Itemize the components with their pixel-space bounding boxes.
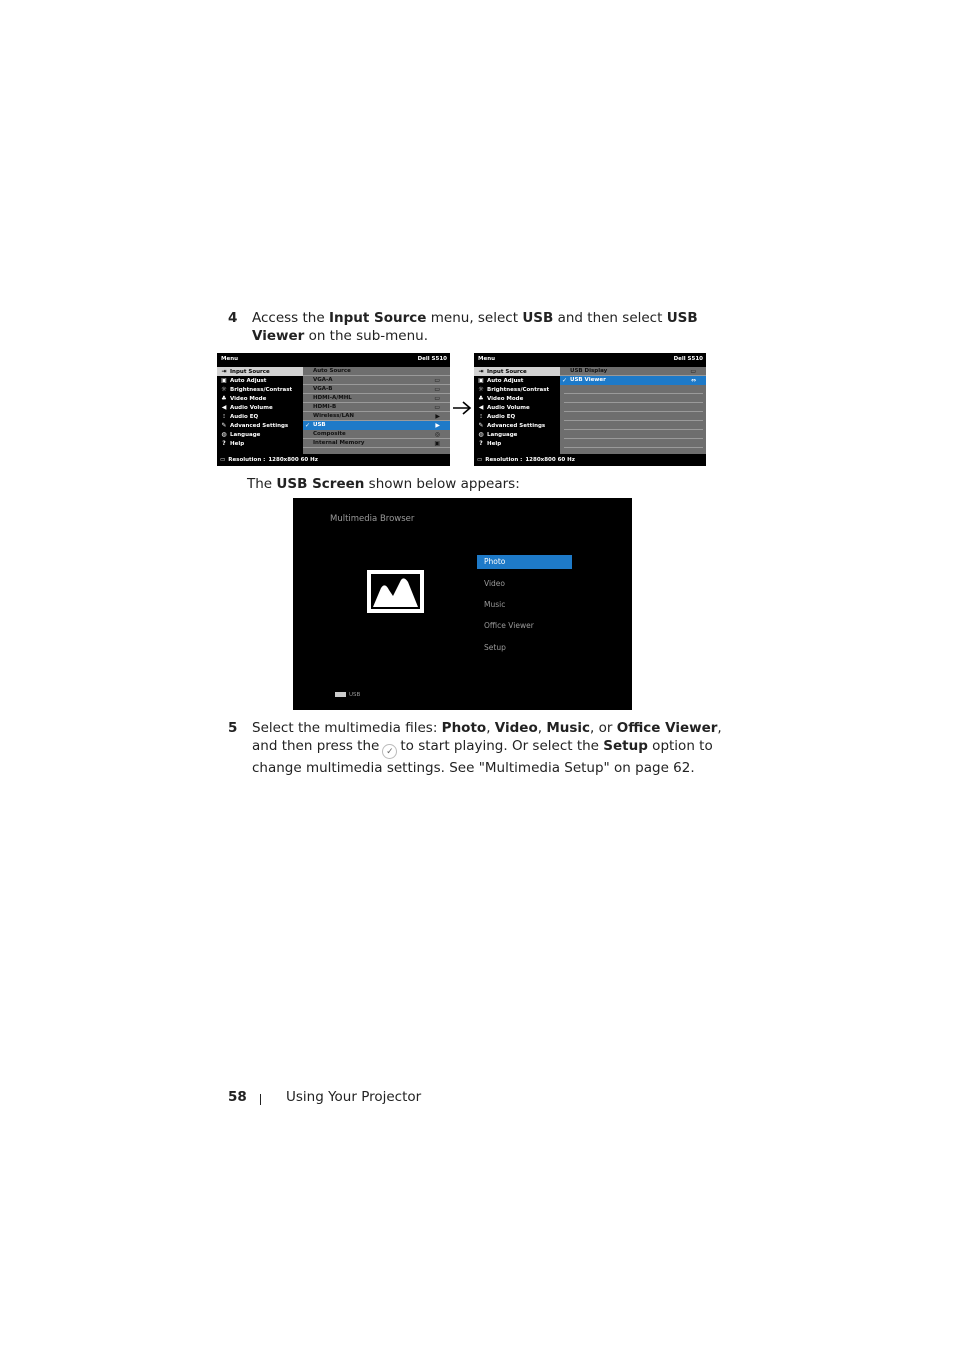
osd-sub-composite[interactable]: Composite ◎ xyxy=(303,430,450,439)
arrow-right-icon: ▶ xyxy=(435,413,440,420)
osd-input-source-menu xyxy=(217,353,450,466)
usb-icon: ⇔ xyxy=(690,377,696,384)
osd-sub-vga-a[interactable]: VGA-A ▭ xyxy=(303,376,450,385)
osd-menu-title: Menu xyxy=(478,356,496,362)
resolution-icon: ▭ xyxy=(220,457,226,463)
hdmi-port-icon: ▭ xyxy=(434,404,440,411)
osd-usb-submenu xyxy=(474,353,706,466)
step-5-number: 5 xyxy=(228,720,238,736)
osd-main-menu xyxy=(474,367,560,454)
osd-item-auto-adjust[interactable]: ▣ Auto Adjust xyxy=(221,377,267,384)
browser-option-photo[interactable]: Photo xyxy=(477,555,572,569)
auto-adjust-icon: ▣ xyxy=(478,377,484,384)
osd-item-video-mode[interactable]: ♣ Video Mode xyxy=(478,395,524,402)
video-mode-icon: ♣ xyxy=(221,395,227,402)
osd-sub-wireless-lan[interactable]: Wireless/LAN ▶ xyxy=(303,412,450,421)
resolution-icon: ▭ xyxy=(477,457,483,463)
osd-main-menu xyxy=(217,367,303,454)
osd-sub-hdmi-b[interactable]: HDMI-B ▭ xyxy=(303,403,450,412)
speaker-icon: ◀ xyxy=(478,404,484,411)
ok-button-icon: ✓ xyxy=(382,744,397,759)
equalizer-icon: ⫶ xyxy=(223,413,225,420)
osd-item-audio-volume[interactable]: ◀ Audio Volume xyxy=(478,404,530,411)
browser-option-video[interactable]: Video xyxy=(484,579,506,588)
osd-item-audio-eq[interactable]: ⫶ Audio EQ xyxy=(474,412,560,421)
browser-option-office-viewer[interactable]: Office Viewer xyxy=(484,621,534,630)
osd-item-auto-adjust[interactable]: ▣ Auto Adjust xyxy=(478,377,524,384)
step-5-text: Select the multimedia files: Photo, Video, Music, or Office Viewer, and then press the ✓ to start playing. Or select the Setup option to change multimedia settings. See "Multimedia Setup" on page 62. xyxy=(252,720,722,776)
globe-icon: ◍ xyxy=(221,431,227,438)
vga-port-icon: ▭ xyxy=(434,377,440,384)
composite-icon: ◎ xyxy=(434,431,440,438)
osd-item-brightness[interactable]: ☼ Brightness/Contrast xyxy=(221,386,293,393)
osd-sub-internal-memory[interactable]: Internal Memory ▣ xyxy=(303,439,450,448)
help-icon: ? xyxy=(222,440,226,447)
checkmark-icon: ✓ xyxy=(305,422,311,429)
osd-item-audio-volume[interactable]: ◀ Audio Volume xyxy=(221,404,273,411)
arrow-right-icon xyxy=(451,399,473,417)
footer-divider xyxy=(260,1094,261,1105)
speaker-icon: ◀ xyxy=(221,404,227,411)
osd-item-advanced-settings[interactable]: ✎ Advanced Settings xyxy=(478,422,546,429)
osd-submenu xyxy=(303,367,450,454)
footer-section-title: Using Your Projector xyxy=(286,1089,422,1105)
settings-icon: ✎ xyxy=(221,422,227,429)
osd-sub-usb-viewer[interactable]: ✓ USB Viewer ⇔ xyxy=(560,376,706,385)
checkmark-icon: ✓ xyxy=(562,377,568,384)
auto-adjust-icon: ▣ xyxy=(221,377,227,384)
input-icon: ⇥ xyxy=(478,368,484,375)
osd-item-input-source[interactable]: ⇥ Input Source xyxy=(474,367,560,376)
osd-footer: ▭ Resolution : 1280x800 60 Hz xyxy=(217,454,450,466)
usb-screen-caption: The USB Screen shown below appears: xyxy=(247,476,520,492)
osd-item-language[interactable]: ◍ Language xyxy=(221,431,261,438)
osd-item-audio-eq[interactable]: ⫶ Audio EQ xyxy=(217,412,303,421)
brightness-icon: ☼ xyxy=(478,386,484,393)
vga-port-icon: ▭ xyxy=(434,386,440,393)
osd-item-language[interactable]: ◍ Language xyxy=(478,431,518,438)
browser-title: Multimedia Browser xyxy=(330,514,415,524)
osd-sub-hdmi-a[interactable]: HDMI-A/MHL ▭ xyxy=(303,394,450,403)
photo-icon xyxy=(367,570,424,613)
osd-menu-title: Menu xyxy=(221,356,239,362)
input-icon: ⇥ xyxy=(221,368,227,375)
hdmi-port-icon: ▭ xyxy=(434,395,440,402)
step-4-text: Access the Input Source menu, select USB and then select USB Viewer on the sub-menu. xyxy=(252,310,698,344)
usb-display-icon: ▭ xyxy=(690,368,696,375)
arrow-right-icon: ▶ xyxy=(435,422,440,429)
osd-item-input-source[interactable]: ⇥ Input Source xyxy=(217,367,303,376)
osd-sub-usb-display[interactable]: USB Display ▭ xyxy=(560,367,706,376)
osd-sub-usb[interactable]: ✓ USB ▶ xyxy=(303,421,450,430)
page-number: 58 xyxy=(228,1089,247,1105)
browser-option-music[interactable]: Music xyxy=(484,600,506,609)
usb-icon xyxy=(335,692,346,697)
step-4-number: 4 xyxy=(228,310,238,326)
osd-footer: ▭ Resolution : 1280x800 60 Hz xyxy=(474,454,706,466)
memory-icon: ▣ xyxy=(434,440,440,447)
osd-item-advanced-settings[interactable]: ✎ Advanced Settings xyxy=(221,422,289,429)
help-icon: ? xyxy=(479,440,483,447)
usb-status: USB xyxy=(335,692,360,698)
equalizer-icon: ⫶ xyxy=(480,413,482,420)
brightness-icon: ☼ xyxy=(221,386,227,393)
osd-item-help[interactable]: ? Help xyxy=(217,439,303,448)
video-mode-icon: ♣ xyxy=(478,395,484,402)
osd-item-video-mode[interactable]: ♣ Video Mode xyxy=(221,395,267,402)
globe-icon: ◍ xyxy=(478,431,484,438)
osd-item-brightness[interactable]: ☼ Brightness/Contrast xyxy=(478,386,550,393)
multimedia-browser-screen xyxy=(293,498,632,710)
settings-icon: ✎ xyxy=(478,422,484,429)
osd-item-help[interactable]: ? Help xyxy=(474,439,560,448)
browser-option-setup[interactable]: Setup xyxy=(484,643,506,652)
osd-model-label: Dell S510 xyxy=(417,356,447,362)
osd-sub-vga-b[interactable]: VGA-B ▭ xyxy=(303,385,450,394)
osd-sub-auto-source[interactable]: Auto Source xyxy=(303,367,450,376)
osd-submenu xyxy=(560,367,706,454)
osd-model-label: Dell S510 xyxy=(673,356,703,362)
